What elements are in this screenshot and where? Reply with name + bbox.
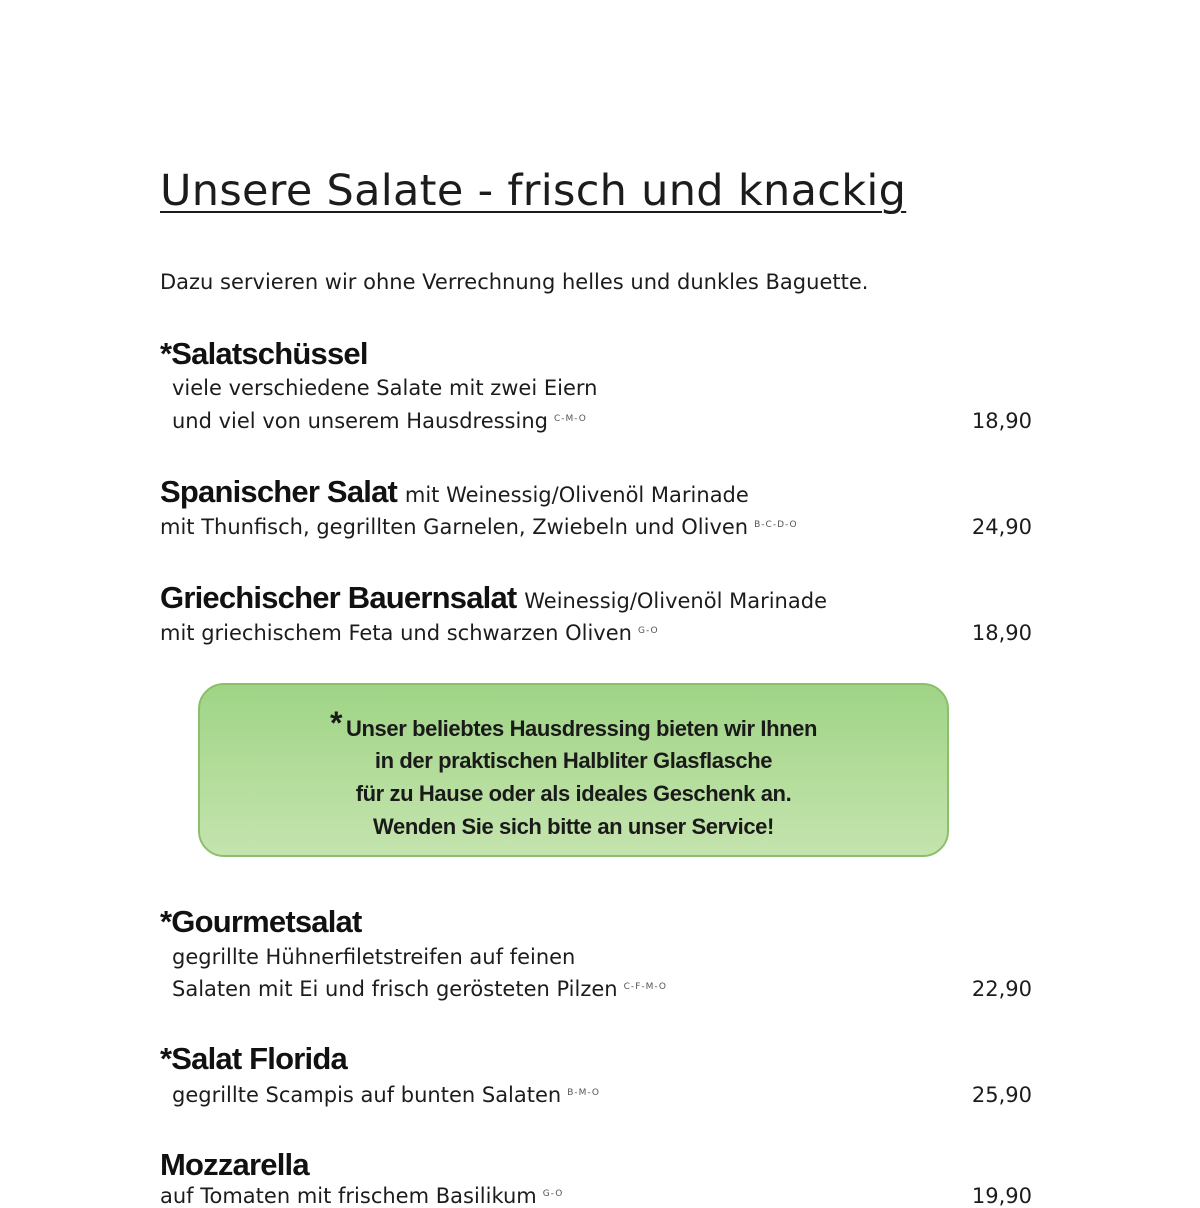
item-description bbox=[172, 977, 667, 1001]
allergen-codes: G-O bbox=[542, 1189, 564, 1199]
house-dressing-note bbox=[198, 683, 949, 857]
note-star: * bbox=[329, 705, 343, 741]
allergen-codes: B-M-O bbox=[567, 1088, 601, 1098]
item-name-text: Spanischer Salat bbox=[160, 474, 398, 509]
allergen-codes: C-F-M-O bbox=[623, 982, 667, 992]
item-description-text: auf Tomaten mit frischem Basilikum bbox=[160, 1184, 537, 1208]
item-description: viele verschiedene Salate mit zwei Eiern bbox=[172, 376, 598, 400]
allergen-codes: G-O bbox=[637, 626, 659, 636]
item-name: Mozzarella bbox=[160, 1147, 309, 1182]
allergen-codes: C-M-O bbox=[553, 414, 587, 424]
note-line bbox=[200, 705, 947, 742]
item-name-text: Griechischer Bauernsalat bbox=[160, 580, 517, 615]
note-text: Unser beliebtes Hausdressing bieten wir Ihnen bbox=[346, 716, 818, 741]
item-price: 19,90 bbox=[971, 1184, 1032, 1208]
note-line: in der praktischen Halbliter Glasflasche bbox=[374, 748, 773, 773]
note-line: Wenden Sie sich bitte an unser Service! bbox=[373, 814, 774, 839]
item-description bbox=[160, 621, 659, 645]
item-description-text: gegrillte Scampis auf bunten Salaten bbox=[172, 1083, 562, 1107]
item-marinade: Weinessig/Olivenöl Marinade bbox=[524, 589, 827, 613]
item-price: 22,90 bbox=[971, 977, 1032, 1001]
item-name bbox=[160, 580, 827, 616]
item-description-text: mit Thunfisch, gegrillten Garnelen, Zwiebeln und Oliven bbox=[160, 515, 749, 539]
page-title: Unsere Salate - frisch und knackig bbox=[160, 166, 907, 216]
item-description bbox=[160, 515, 798, 539]
item-price: 24,90 bbox=[971, 515, 1032, 539]
item-description-text: Salaten mit Ei und frisch gerösteten Pilzen bbox=[172, 977, 618, 1001]
item-name: *Salat Florida bbox=[160, 1041, 347, 1076]
item-price: 25,90 bbox=[971, 1083, 1032, 1107]
item-name: *Salatschüssel bbox=[160, 336, 368, 371]
intro-text: Dazu servieren wir ohne Verrechnung helles und dunkles Baguette. bbox=[160, 270, 869, 294]
item-marinade: mit Weinessig/Olivenöl Marinade bbox=[404, 483, 749, 507]
item-price: 18,90 bbox=[971, 409, 1032, 433]
item-description bbox=[172, 409, 587, 433]
item-name bbox=[160, 474, 749, 510]
item-description: gegrillte Hühnerfiletstreifen auf feinen bbox=[172, 945, 576, 969]
item-description bbox=[172, 1083, 600, 1107]
item-price: 18,90 bbox=[971, 621, 1032, 645]
item-description-text: und viel von unserem Hausdressing bbox=[172, 409, 548, 433]
item-description bbox=[160, 1184, 563, 1208]
item-name: *Gourmetsalat bbox=[160, 904, 362, 939]
allergen-codes: B-C-D-O bbox=[754, 520, 798, 530]
item-description-text: mit griechischem Feta und schwarzen Oliven bbox=[160, 621, 632, 645]
note-line: für zu Hause oder als ideales Geschenk an. bbox=[355, 781, 792, 806]
